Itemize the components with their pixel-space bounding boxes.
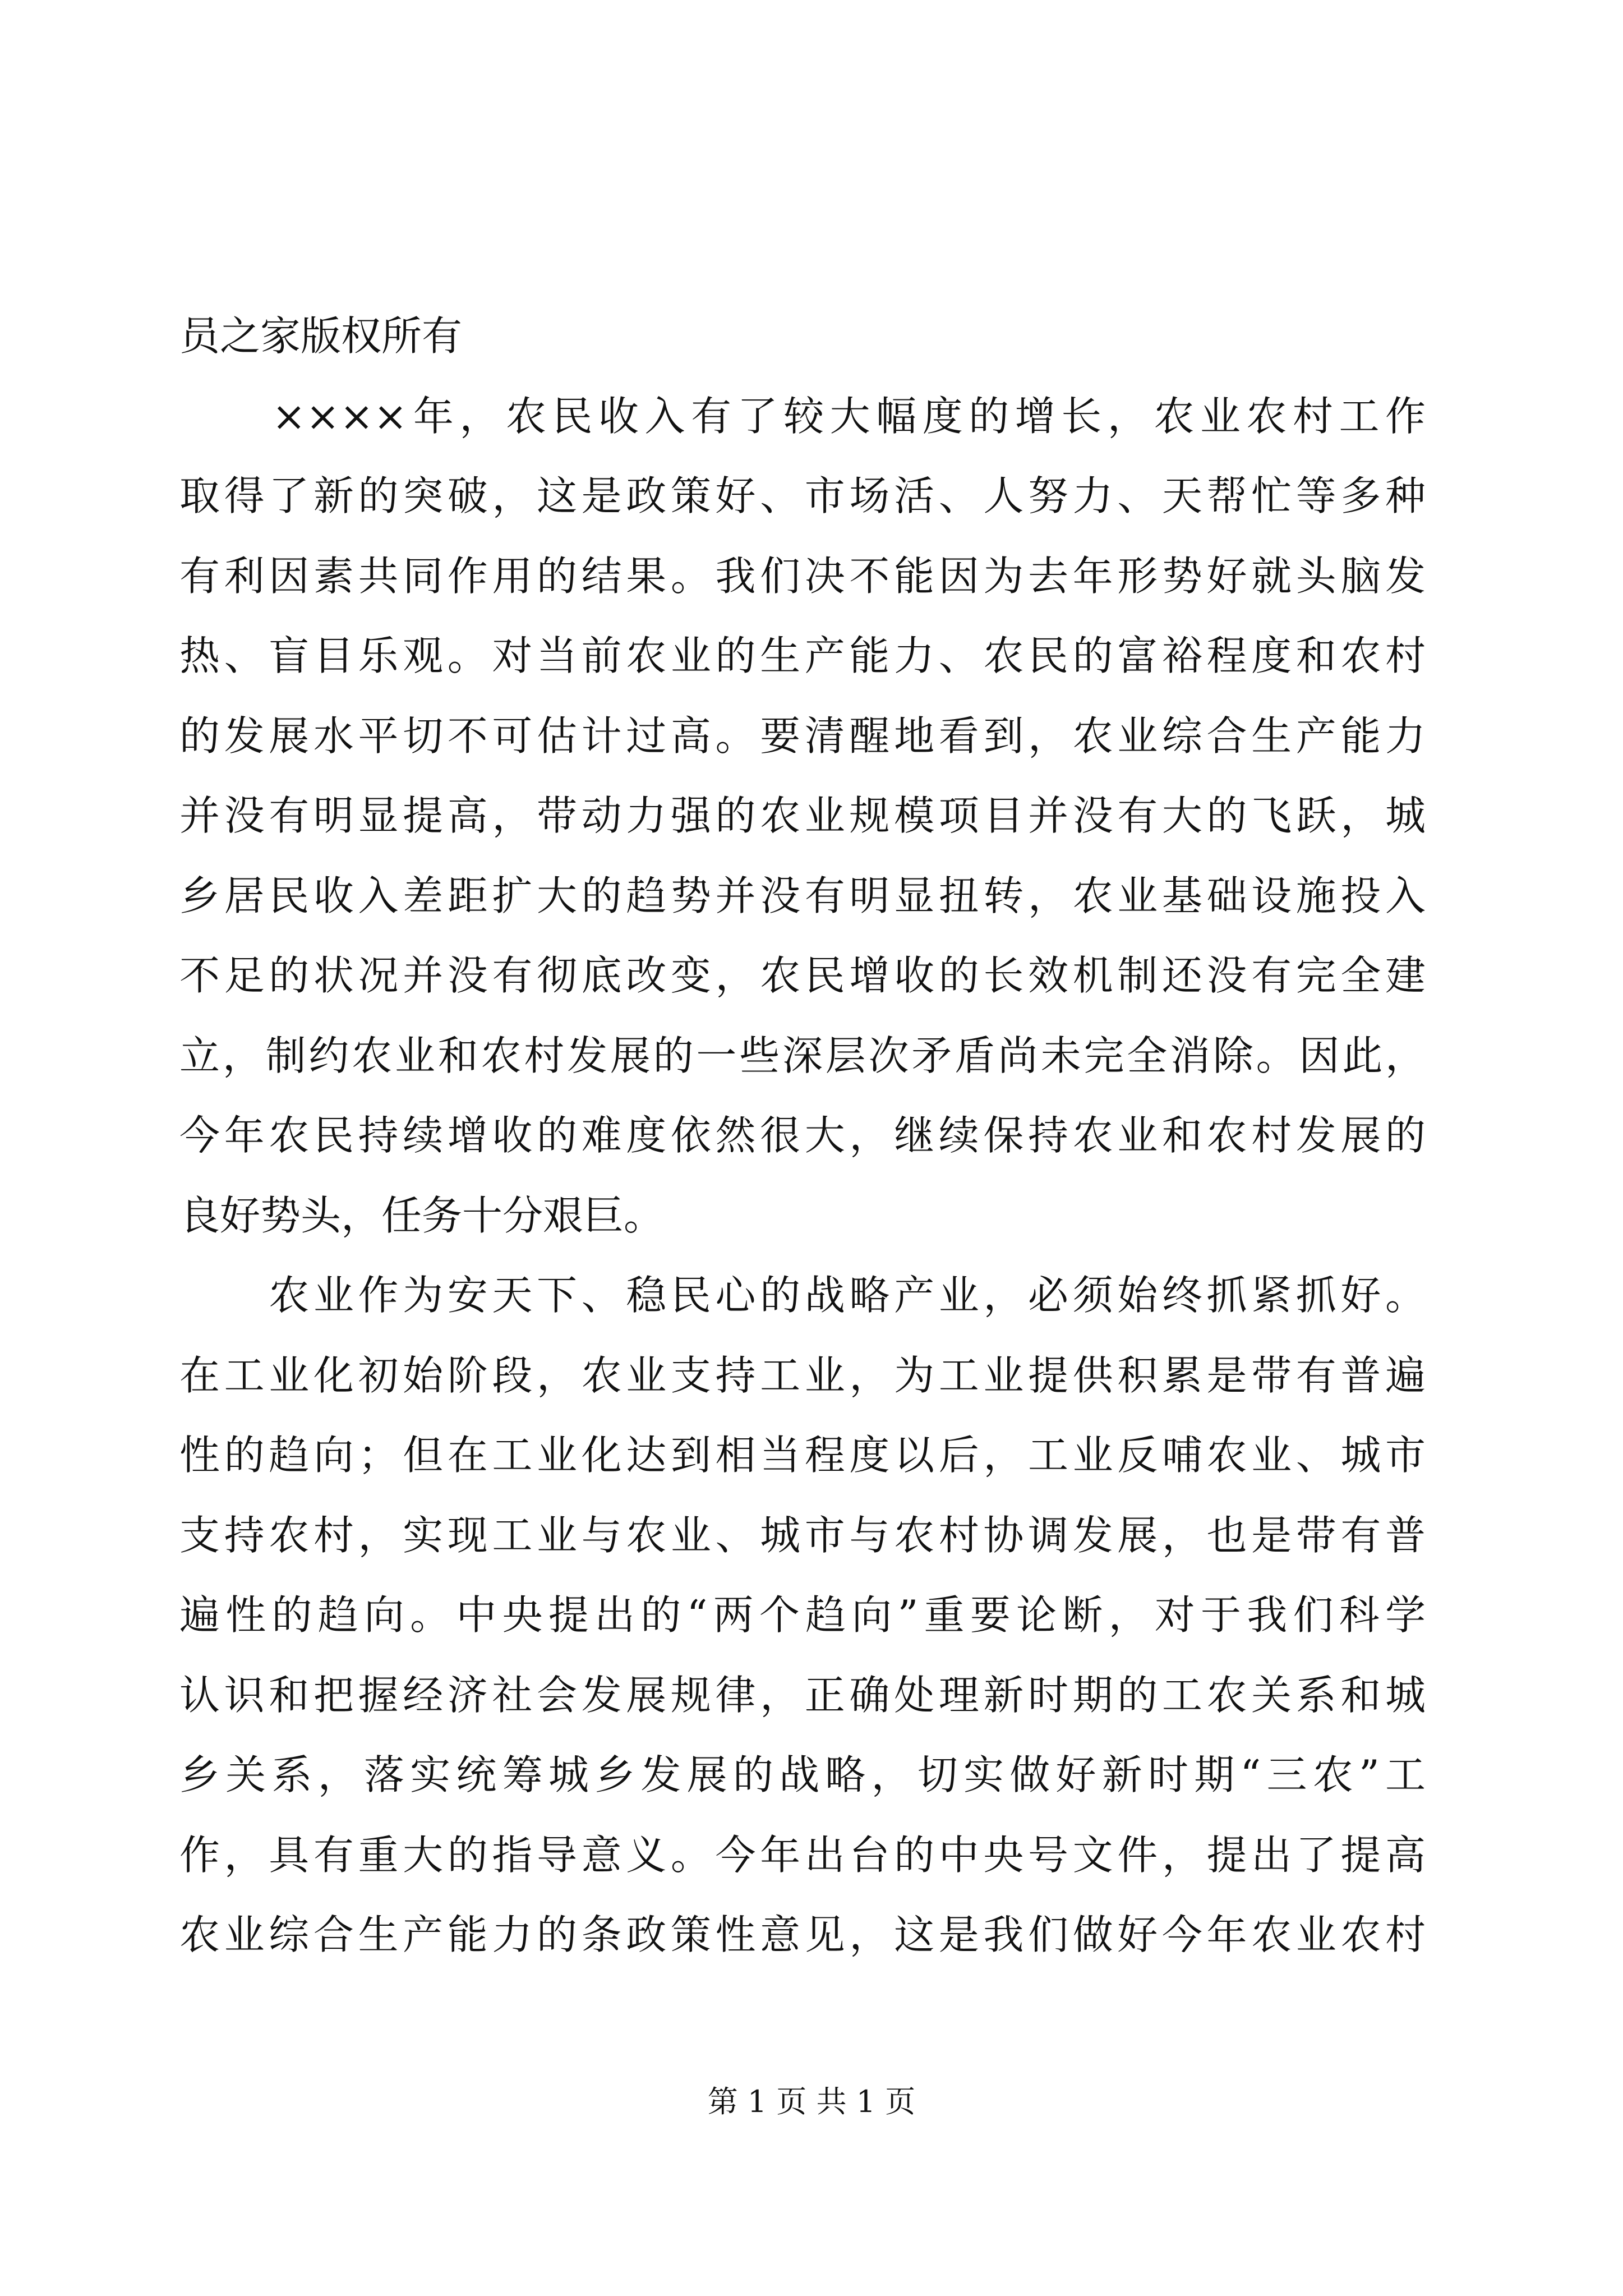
document-body <box>179 296 1426 1975</box>
text-line: 的发展水平切不可估计过高。要清醒地看到，农业综合生产能力 <box>179 712 1426 760</box>
text-line: 立，制约农业和农村发展的一些深层次矛盾尚未完全消除。因此， <box>179 1032 1426 1079</box>
text-line: 认识和把握经济社会发展规律，正确处理新时期的工农关系和城 <box>179 1671 1426 1719</box>
text-line: 作，具有重大的指导意义。今年出台的中央号文件，提出了提高 <box>179 1831 1426 1879</box>
text-line: 农业综合生产能力的条政策性意见，这是我们做好今年农业农村 <box>179 1911 1426 1958</box>
page-footer: 第 1 页 共 1 页 <box>707 2084 916 2119</box>
text-line: 乡居民收入差距扩大的趋势并没有明显扭转，农业基础设施投入 <box>179 872 1426 919</box>
text-line: ××××年，农民收入有了较大幅度的增长，农业农村工作 <box>179 392 1426 440</box>
text-line: 并没有明显提高，带动力强的农业规模项目并没有大的飞跃，城 <box>179 792 1426 839</box>
text-line: 取得了新的突破，这是政策好、市场活、人努力、天帮忙等多种 <box>179 472 1426 519</box>
text-line: 遍性的趋向。中央提出的“两个趋向”重要论断，对于我们科学 <box>179 1591 1426 1639</box>
text-line: 农业作为安天下、稳民心的战略产业，必须始终抓紧抓好。 <box>179 1272 1426 1319</box>
text-line: 支持农村，实现工业与农业、城市与农村协调发展，也是带有普 <box>179 1511 1426 1559</box>
text-line: 员之家版权所有 <box>179 312 463 360</box>
text-line: 有利因素共同作用的结果。我们决不能因为去年形势好就头脑发 <box>179 552 1426 600</box>
text-line: 性的趋向；但在工业化达到相当程度以后，工业反哺农业、城市 <box>179 1432 1426 1479</box>
text-line: 在工业化初始阶段，农业支持工业，为工业提供积累是带有普遍 <box>179 1351 1426 1399</box>
text-line: 不足的状况并没有彻底改变，农民增收的长效机制还没有完全建 <box>179 952 1426 999</box>
text-line: 热、盲目乐观。对当前农业的生产能力、农民的富裕程度和农村 <box>179 632 1426 679</box>
text-line: 良好势头，任务十分艰巨。 <box>179 1191 665 1239</box>
text-line: 今年农民持续增收的难度依然很大，继续保持农业和农村发展的 <box>179 1112 1426 1159</box>
text-line: 乡关系，落实统筹城乡发展的战略，切实做好新时期“三农”工 <box>179 1751 1426 1798</box>
